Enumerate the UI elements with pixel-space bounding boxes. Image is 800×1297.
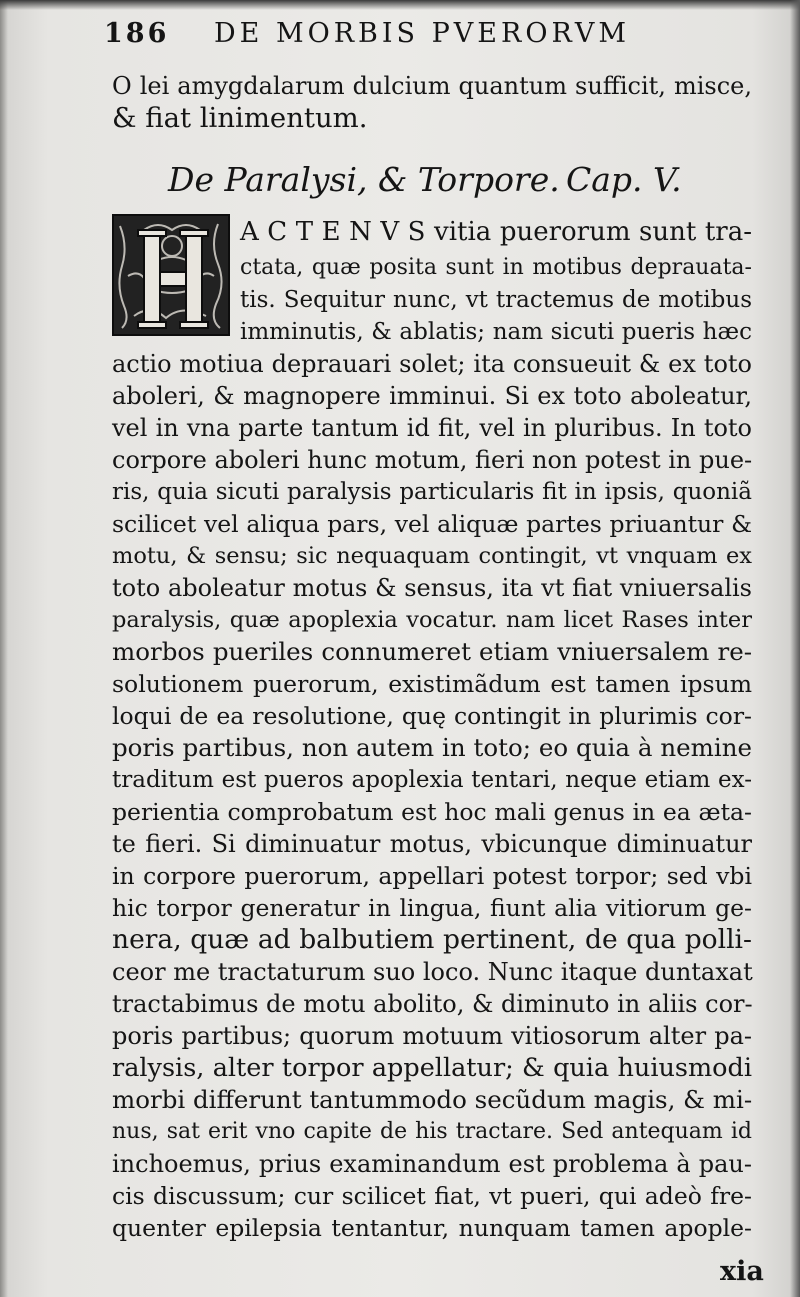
decorated-initial-illustration xyxy=(114,216,228,334)
text-line: O lei amygdalarum dulcium quantum sufficit, misce, xyxy=(112,72,752,100)
running-head xyxy=(104,18,694,58)
text-line: hic torpor generatur in lingua, fiunt alia vitiorum ge- xyxy=(112,894,752,922)
text-line: ralysis, alter torpor appellatur; & quia huiusmodi xyxy=(112,1053,752,1083)
text-line: ris, quia sicuti paralysis particularis fit in ipsis, quoniã xyxy=(112,479,752,505)
text-line: imminutis, & ablatis; nam sicuti pueris hæc xyxy=(240,319,752,345)
chapter-number: Cap. V. xyxy=(566,160,682,199)
text-line: inchoemus, prius examinandum est problema à pau- xyxy=(112,1150,752,1178)
text-line: aboleri, & magnopere imminui. Si ex toto aboleatur, xyxy=(112,382,752,410)
text-line: solutionem puerorum, existimãdum est tamen ipsum xyxy=(112,670,752,698)
page-right-edge-shadow xyxy=(790,0,800,1297)
decorated-initial-letter xyxy=(112,214,230,336)
text-line: poris partibus; quorum motuum vitiosorum alter pa- xyxy=(112,1022,752,1050)
text-line: ctata, quæ posita sunt in motibus deprauata- xyxy=(240,255,752,280)
text-line: morbi differunt tantummodo secũdum magis, & mi- xyxy=(112,1085,753,1114)
text-line: nera, quæ ad balbutiem pertinent, de qua polli- xyxy=(112,924,752,955)
text-line: perientia comprobatum est hoc mali genus in ea æta- xyxy=(112,798,752,826)
text-line: scilicet vel aliqua pars, vel aliquæ partes priuantur & xyxy=(112,510,752,538)
text-line: tis. Sequitur nunc, vt tractemus de motibus xyxy=(240,287,752,313)
chapter-title: De Paralysi, & Torpore. xyxy=(168,160,560,199)
text-line: ceor me tractaturum suo loco. Nunc itaque duntaxat xyxy=(112,958,753,986)
text-line: traditum est pueros apoplexia tentari, neque etiam ex- xyxy=(112,767,752,793)
text-line: corpore aboleri hunc motum, fieri non potest in pue- xyxy=(112,446,753,474)
text-line: actio motiua deprauari solet; ita consueuit & ex toto xyxy=(112,350,752,378)
page-top-shadow xyxy=(0,0,800,10)
text-line: poris partibus, non autem in toto; eo quia à nemine xyxy=(112,733,752,762)
text-line: paralysis, quæ apoplexia vocatur. nam licet Rases inter xyxy=(112,607,752,633)
text-line: morbos pueriles connumeret etiam vniuersalem re- xyxy=(112,637,752,666)
page-number: 186 xyxy=(104,18,170,49)
running-title: DE MORBIS PVERORVM xyxy=(214,18,630,49)
text-line: motu, & sensu; sic nequaquam contingit, vt vnquam ex xyxy=(112,543,752,569)
text-line: cis discussum; cur scilicet fiat, vt pueri, qui adeò fre- xyxy=(112,1182,752,1210)
text-line: A C T E N V S vitia puerorum sunt tra- xyxy=(240,217,752,247)
catchword: xia xyxy=(720,1256,764,1287)
page-left-edge-shadow xyxy=(0,0,8,1297)
text-line: te fieri. Si diminuatur motus, vbicunque diminuatur xyxy=(112,830,752,858)
text-line: & fiat linimentum. xyxy=(112,102,368,134)
text-line: nus, sat erit vno capite de his tractare. Sed antequam id xyxy=(112,1119,752,1144)
text-line: toto aboleatur motus & sensus, ita vt fiat vniuersalis xyxy=(112,574,752,602)
text-line: quenter epilepsia tentantur, nunquam tamen apople- xyxy=(112,1214,752,1242)
text-line: in corpore puerorum, appellari potest torpor; sed vbi xyxy=(112,862,752,890)
text-line: tractabimus de motu abolito, & diminuto in aliis cor- xyxy=(112,990,753,1018)
text-line: vel in vna parte tantum id fit, vel in pluribus. In toto xyxy=(112,414,752,442)
text-line: loqui de ea resolutione, quę contingit in plurimis cor- xyxy=(112,702,752,730)
